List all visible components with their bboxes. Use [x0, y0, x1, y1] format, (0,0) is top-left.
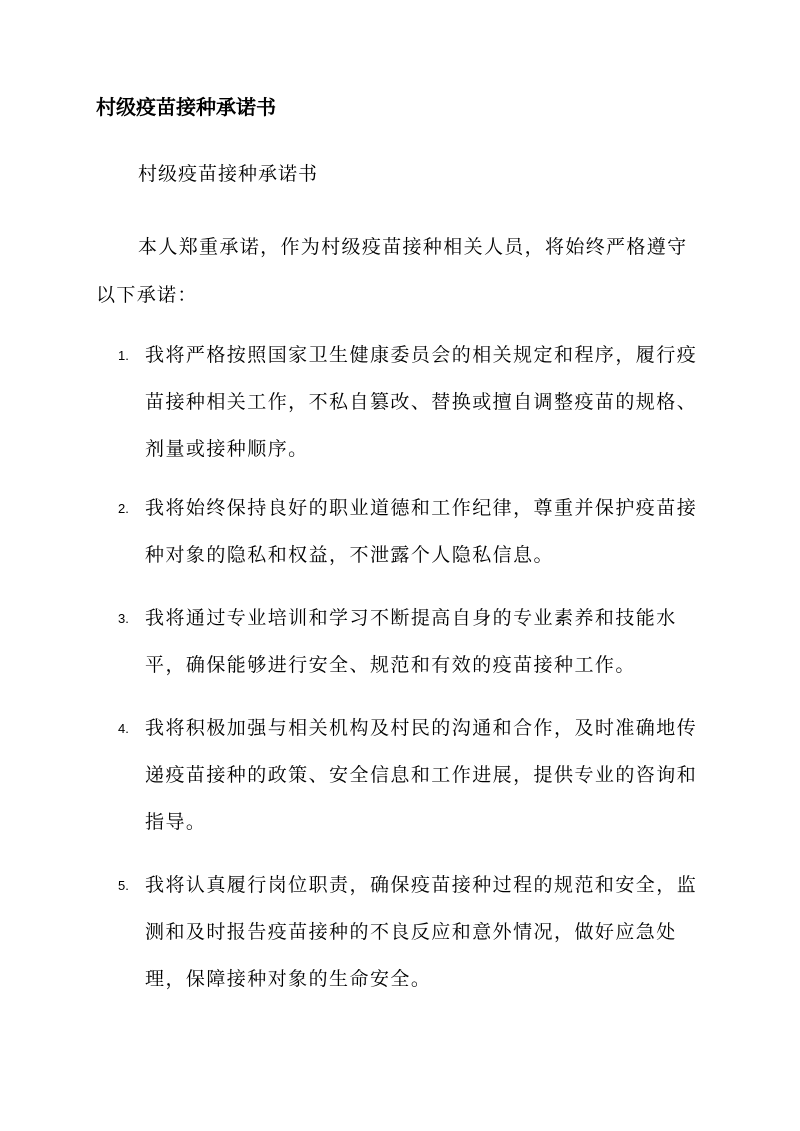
list-item-text: 我将严格按照国家卫生健康委员会的相关规定和程序，履行疫苗接种相关工作，不私自篡改、替换或擅自调整疫苗的规格、剂量或接种顺序。: [145, 344, 698, 460]
list-item-text: 我将始终保持良好的职业道德和工作纪律，尊重并保护疫苗接种对象的隐私和权益，不泄露个人隐私信息。: [145, 497, 698, 566]
document-heading: 村级疫苗接种承诺书: [96, 95, 276, 119]
intro-paragraph: 本人郑重承诺，作为村级疫苗接种相关人员，将始终严格遵守以下承诺：: [96, 236, 688, 306]
list-item-text: 我将积极加强与相关机构及村民的沟通和合作，及时准确地传递疫苗接种的政策、安全信息和工作进展，提供专业的咨询和指导。: [145, 717, 698, 833]
list-item-number: 4.: [118, 721, 129, 736]
list-item-number: 1.: [118, 348, 129, 363]
list-item: [118, 485, 708, 579]
list-item-number: 5.: [118, 878, 129, 893]
list-item: [118, 705, 708, 846]
list-item-number: 3.: [118, 611, 129, 626]
list-item: [118, 332, 708, 473]
list-item-number: 2.: [118, 501, 129, 516]
list-item: [118, 595, 708, 689]
list-item-text: 我将认真履行岗位职责，确保疫苗接种过程的规范和安全，监测和及时报告疫苗接种的不良反应和意外情况，做好应急处理，保障接种对象的生命安全。: [145, 874, 698, 990]
list-item: [118, 862, 708, 1003]
list-item-text: 我将通过专业培训和学习不断提高自身的专业素养和技能水平，确保能够进行安全、规范和有效的疫苗接种工作。: [145, 607, 677, 676]
document-subtitle: 村级疫苗接种承诺书: [138, 163, 319, 185]
